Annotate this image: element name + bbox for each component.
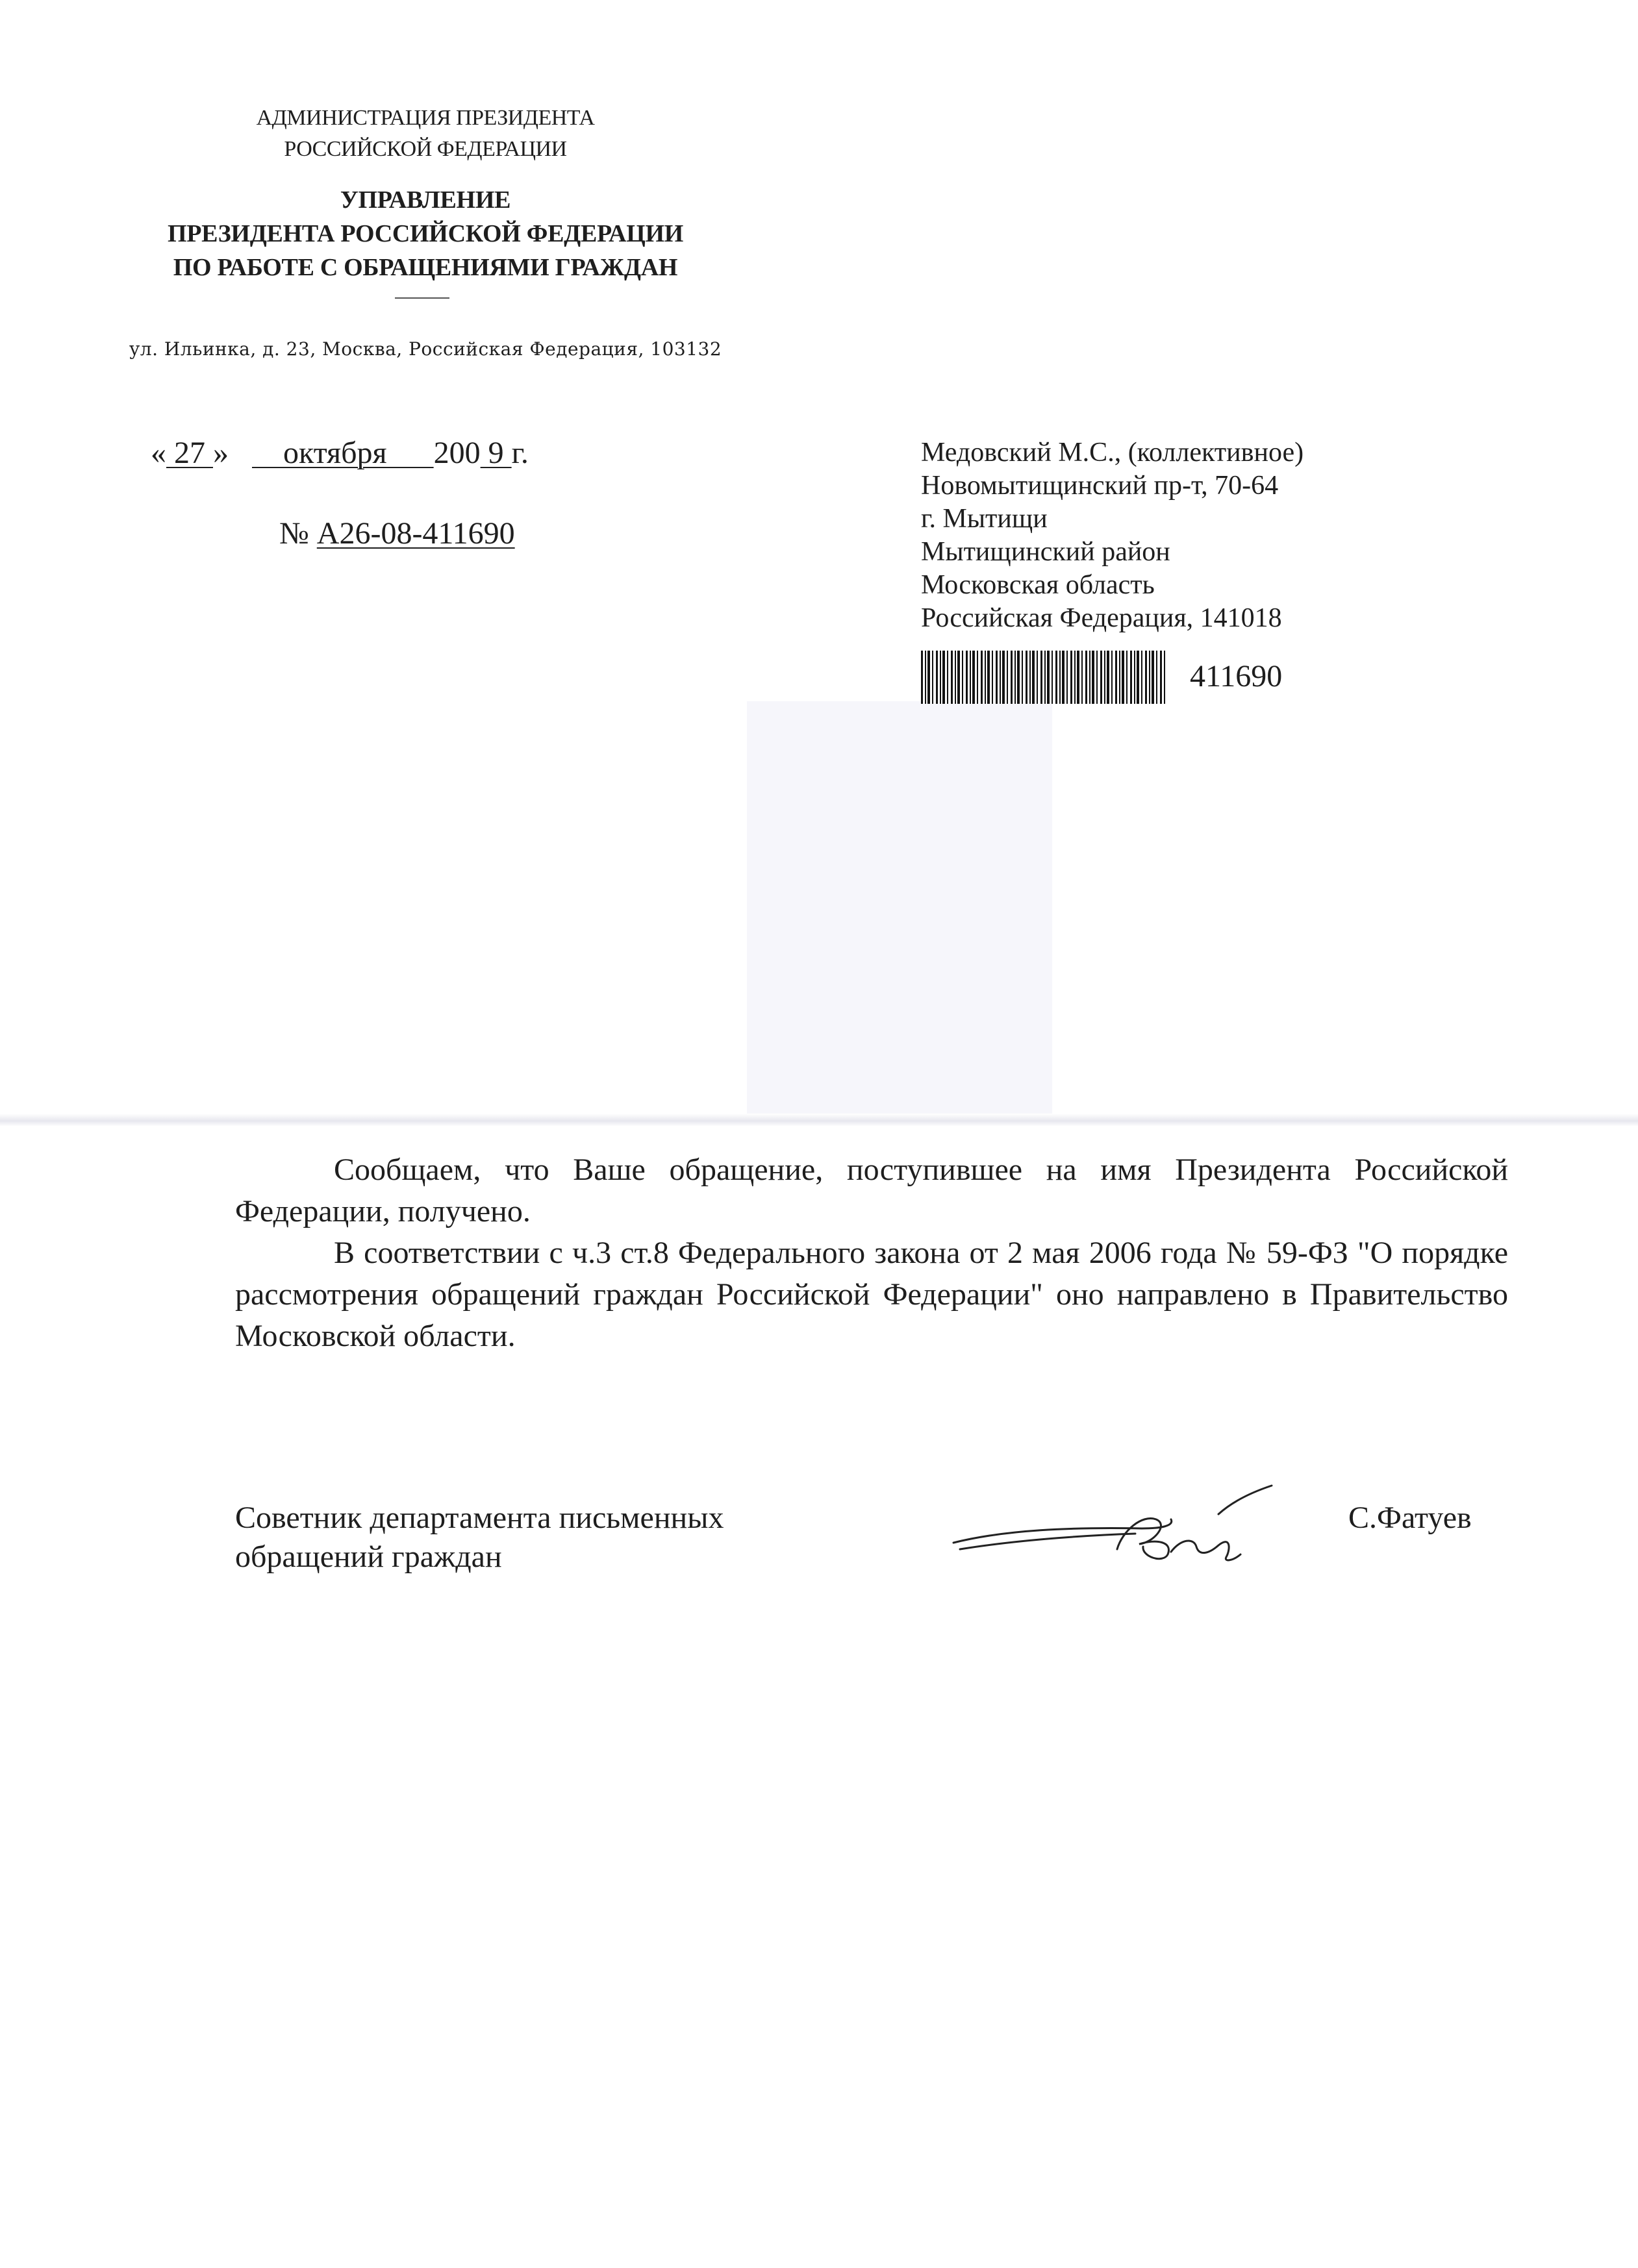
recipient-address xyxy=(921,436,1304,635)
body-paragraph-2: В соответствии с ч.3 ст.8 Федерального закона от 2 мая 2006 года № 59-ФЗ "О порядке рассмотрения обращений граждан Российской Федерации" оно направлено в Правительство Московской области. xyxy=(235,1236,1508,1353)
date-year-digit: 9 xyxy=(480,436,512,470)
signatory-name: С.Фатуев xyxy=(1348,1501,1472,1535)
position-line-2: обращений граждан xyxy=(235,1539,502,1574)
date-year-prefix: 200 xyxy=(433,436,481,470)
dept-line-1: УПРАВЛЕНИЕ xyxy=(340,186,511,214)
reference-prefix: № xyxy=(279,516,317,551)
letterhead-department xyxy=(104,183,747,284)
handwritten-signature xyxy=(947,1466,1285,1570)
paper-fold xyxy=(0,1114,1638,1127)
letterhead-address: ул. Ильинка, д. 23, Москва, Российская Федерация, 103132 xyxy=(129,338,722,360)
recipient-line-city: г. Мытищи xyxy=(921,504,1048,534)
reference-value: А26-08-411690 xyxy=(316,516,515,551)
reference-number xyxy=(279,514,515,553)
letter-body xyxy=(235,1149,1508,1357)
date-close-quote: » xyxy=(213,436,229,470)
body-paragraph-1: Сообщаем, что Ваше обращение, поступившее на имя Президента Российской Федерации, получено. xyxy=(235,1153,1508,1228)
admin-line-1: АДМИНИСТРАЦИЯ ПРЕЗИДЕНТА xyxy=(256,106,595,130)
recipient-line-street: Новомытищинский пр-т, 70-64 xyxy=(921,471,1279,501)
date-open-quote: « xyxy=(151,436,166,470)
recipient-line-district: Мытищинский район xyxy=(921,537,1170,567)
date-suffix: г. xyxy=(511,436,529,470)
letter-date xyxy=(151,434,529,473)
recipient-line-name: Медовский М.С., (коллективное) xyxy=(921,438,1304,467)
position-line-1: Советник департамента письменных xyxy=(235,1501,724,1535)
recipient-line-region: Московская область xyxy=(921,570,1155,600)
date-day: 27 xyxy=(166,436,213,470)
admin-line-2: РОССИЙСКОЙ ФЕДЕРАЦИИ xyxy=(284,137,567,161)
dept-line-2: ПРЕЗИДЕНТА РОССИЙСКОЙ ФЕДЕРАЦИИ xyxy=(168,220,683,247)
scan-shade xyxy=(747,701,1052,1123)
letterhead-administration xyxy=(104,103,747,165)
barcode-image xyxy=(921,651,1165,704)
recipient-line-country: Российская Федерация, 141018 xyxy=(921,603,1282,633)
barcode-number: 411690 xyxy=(1190,659,1283,693)
letterhead-divider xyxy=(395,297,449,299)
date-month: октября xyxy=(252,436,434,470)
dept-line-3: ПО РАБОТЕ С ОБРАЩЕНИЯМИ ГРАЖДАН xyxy=(173,254,678,281)
signatory-position xyxy=(235,1499,724,1576)
